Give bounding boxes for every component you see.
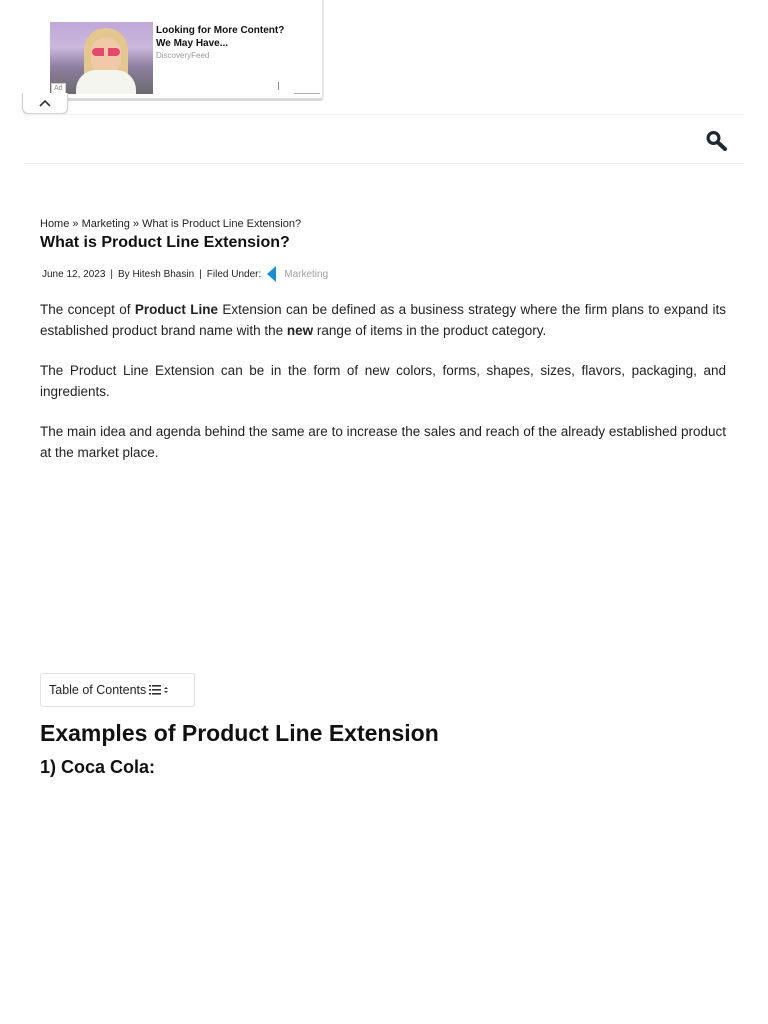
triangle-left-icon: [267, 266, 276, 282]
list-icon: [149, 684, 169, 696]
paragraph-intro: The concept of Product Line Extension can be defined as a business strategy where the firm plans to expand its established product brand name with the new range of items in the product category.: [40, 302, 726, 338]
ad-divider-line: [294, 93, 320, 94]
post-meta: [42, 266, 328, 282]
search-button[interactable]: [704, 129, 728, 151]
post-author[interactable]: By Hitesh Bhasin: [118, 268, 195, 280]
post-date: June 12, 2023: [42, 268, 106, 280]
breadcrumb-category[interactable]: Marketing: [81, 218, 130, 230]
ad-label: Ad: [51, 83, 66, 94]
site-header: [24, 114, 744, 164]
ad-source: DiscoveryFeed: [156, 51, 210, 60]
paragraph-forms: The Product Line Extension can be in the form of new colors, forms, shapes, sizes, flavors, packaging, and ingredients.: [40, 363, 726, 399]
paragraph-goal: The main idea and agenda behind the same are to increase the sales and reach of the already established product at the market place.: [40, 424, 726, 460]
bold-product-line: Product Line: [134, 302, 218, 317]
meta-divider: |: [110, 268, 113, 280]
page-title: What is Product Line Extension?: [40, 234, 290, 251]
filed-under-label: Filed Under:: [206, 268, 262, 280]
ad-divider: [278, 82, 279, 90]
ad-banner[interactable]: [24, 0, 324, 101]
post-category-link[interactable]: Marketing: [284, 268, 329, 280]
ad-title[interactable]: Looking for More Content? We May Have...: [156, 25, 285, 49]
article-body: [40, 299, 726, 482]
table-of-contents-toggle[interactable]: [40, 673, 195, 707]
chevron-up-icon: [39, 99, 51, 107]
search-icon: [704, 129, 728, 151]
breadcrumb-separator: »: [69, 218, 82, 230]
toc-label: Table of Contents: [49, 683, 147, 697]
breadcrumb-separator: »: [129, 218, 143, 230]
ad-collapse-button[interactable]: [22, 93, 68, 114]
breadcrumb: [40, 218, 301, 230]
bold-new: new: [286, 323, 314, 338]
subheading-coca-cola: 1) Coca Cola:: [40, 757, 156, 777]
meta-divider: |: [199, 268, 202, 280]
breadcrumb-home[interactable]: Home: [40, 218, 70, 230]
breadcrumb-current: What is Product Line Extension?: [142, 218, 302, 230]
section-heading-examples: Examples of Product Line Extension: [40, 720, 439, 746]
